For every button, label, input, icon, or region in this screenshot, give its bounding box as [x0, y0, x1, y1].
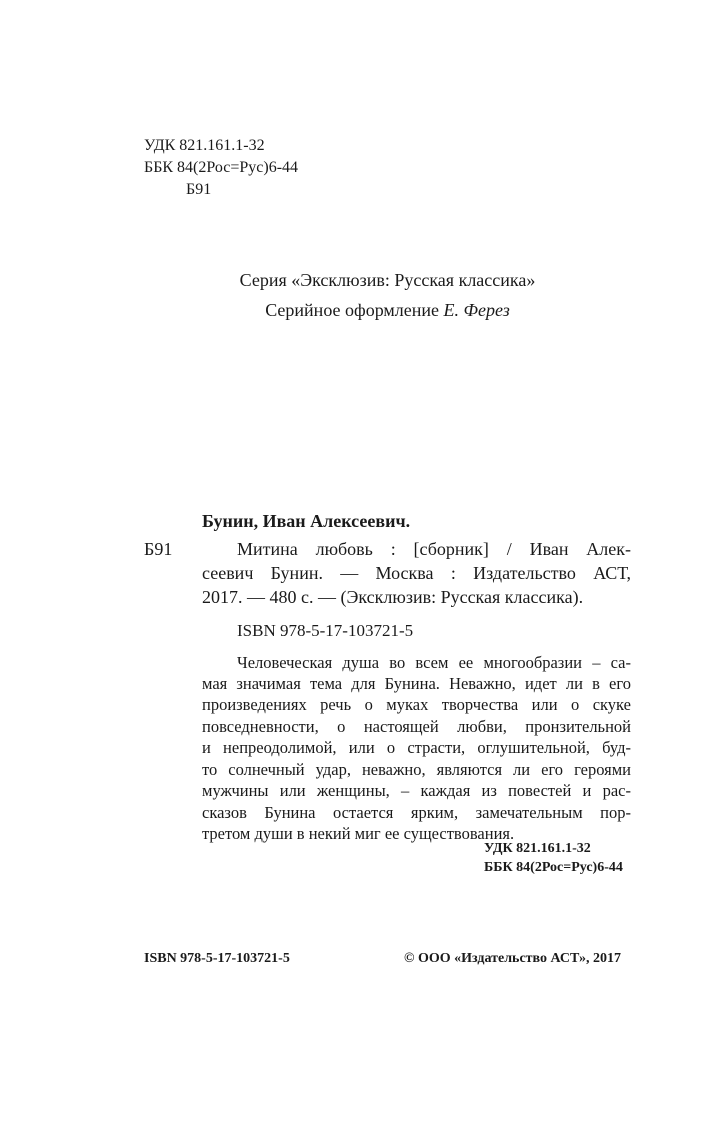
entry-description-line-1: Митина любовь : [сборник] / Иван Алек-	[237, 539, 631, 559]
entry-description-line-3: 2017. — 480 с. — (Эксклюзив: Русская классика).	[202, 587, 584, 607]
annotation-line-3: произведениях речь о муках творчества или о скуке	[202, 695, 631, 714]
author-mark: Б91	[186, 181, 212, 198]
annotation-line-5: и непреодолимой, или о страсти, оглушительной, буд-	[202, 738, 631, 757]
annotation-line-8: сказов Бунина остается ярким, замечательным пор-	[202, 803, 631, 822]
bbk-code: ББК 84(2Рос=Рус)6-44	[144, 159, 299, 176]
footer-copyright: © ООО «Издательство АСТ», 2017	[404, 951, 622, 966]
annotation-line-7: мужчины или женщины, – каждая из повестей и рас-	[202, 781, 631, 800]
annotation-udk: УДК 821.161.1-32	[484, 841, 591, 856]
series-design-label: Серийное оформление	[265, 300, 440, 320]
entry-author: Бунин, Иван Алексеевич.	[202, 511, 411, 531]
annotation-line-2: мая значимая тема для Бунина. Неважно, идет ли в его	[202, 674, 631, 693]
udk-code: УДК 821.161.1-32	[144, 137, 265, 154]
entry-isbn: ISBN 978-5-17-103721-5	[237, 621, 414, 640]
series-line: Серия «Эксклюзив: Русская классика»	[239, 270, 536, 290]
annotation-line-9: третом души в некий миг ее существования.	[202, 824, 515, 843]
footer-isbn: ISBN 978-5-17-103721-5	[144, 951, 290, 966]
series-design-name: Е. Ферез	[443, 300, 510, 320]
entry-description-line-2: сеевич Бунин. — Москва : Издательство АСТ,	[202, 563, 631, 583]
annotation-line-6: то солнечный удар, неважно, являются ли его героями	[202, 760, 631, 779]
annotation-line-1: Человеческая душа во всем ее многообразии – са-	[237, 653, 631, 672]
annotation-bbk: ББК 84(2Рос=Рус)6-44	[484, 860, 623, 875]
annotation-line-4: повседневности, о настоящей любви, пронзительной	[202, 717, 631, 736]
entry-author-mark: Б91	[144, 539, 173, 559]
series-design	[144, 298, 631, 322]
